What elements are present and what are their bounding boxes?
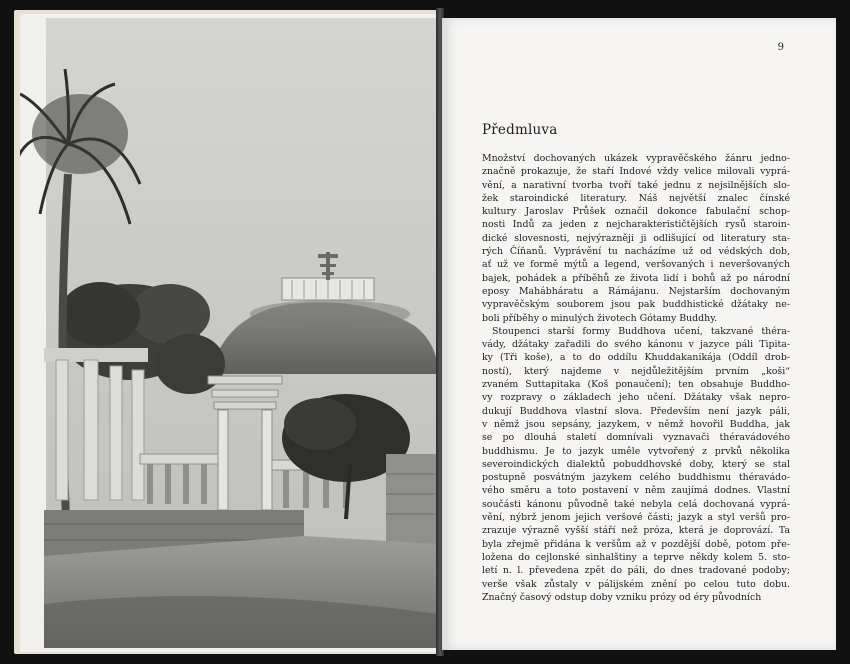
text-line: letí n. l. převedena zpět do páli, do dnes tradované podoby; [482,565,790,577]
text-line: značně prokazuje, že staří Indové vždy velice milovali vyprá- [482,166,790,178]
text-line: buddhismu. Je to jazyk uměle vytvořený z prvků několika [482,445,790,457]
text-line: zrazuje výrazně vyšší stáří než próza, která je doprovází. Ta [482,525,790,537]
text-line: dické slovesnosti, nejvýrazněji ji odlišující od literatury sta- [482,232,790,244]
text-line: vypravěčským souborem jsou pak buddhistické džátaky ne- [482,299,790,311]
text-line: vy rozpravy o základech jeho učení. Džátaky však nepro- [482,392,790,404]
body-text [482,152,790,604]
text-line: bajek, pohádek a příběhů ze života lidí i bohů až po národní [482,272,790,284]
text-line: ložena do cejlonské sinhalštiny a teprve někdy kolem 5. sto- [482,551,790,563]
text-line: severoindických dialektů pobuddhovské doby, který se stal [482,458,790,470]
section-title: Předmluva [482,122,558,138]
text-line: verše však zůstaly v pálijském znění po celou tuto dobu. [482,578,790,590]
text-line: Množství dochovaných ukázek vypravěčského žánru jedno- [482,153,790,164]
text-line: postupně posvátným jazykem celého buddhismu théravádo- [482,472,790,484]
text-line: rých Číňanů. Vyprávění tu nacházíme už od védských dob, [482,246,790,258]
page-number: 9 [777,42,784,53]
text-line: nosti Indů za jeden z nejcharakterističtějších rysů staroin- [482,219,790,231]
text-line: ky (Tři koše), a to do oddílu Khuddakanikája (Oddíl drob- [482,352,790,364]
text-line: žek staroindické literatury. Náš největší znalec čínské [482,192,790,204]
text-line: v němž jsou sepsány, jazykem, v němž hovořil Buddha, jak [482,418,790,430]
text-line: vády, džátaky zařadili do svého kánonu v jazyce páli Tipita- [482,339,790,351]
photo-stupa-icon [20,14,438,652]
text-line: vého směru a toto postavení v něm zaujímá dodnes. Vlastní [482,485,790,497]
text-line: ať už ve formě mýtů a legend, veršovaných i neveršovaných [482,259,790,271]
text-line: boli příběhy o minulých životech Gótamy Buddhy. [482,312,718,324]
left-page-photo [20,14,438,652]
right-page-text [442,18,836,650]
text-line: vění, a narativní tvorba tvoří také jednu z nejsilnějších slo- [482,179,790,191]
text-line: byla zřejmě přidána k veršům až v pozdější době, potom pře- [482,538,790,550]
text-line: eposy Mahábháratu a Rámájanu. Nejstarším dochovaným [482,285,790,297]
text-line: ností), který najdeme v nejdůležitějším prvním „koši“ [482,365,790,377]
text-line: vění, nýbrž jenom jejich veršové části; jazyk a styl veršů pro- [482,512,790,524]
text-line: Stoupenci starší formy Buddhova učení, takzvané théra- [492,325,790,337]
text-line: součásti kánonu původně také nebyla celá dochovaná vyprá- [482,498,790,510]
text-line: se po dlouhá staletí domnívali vyznavači théravádového [482,432,790,444]
text-line: zvaném Suttapitaka (Koš ponaučení); ten obsahuje Buddho- [482,379,790,391]
text-line: dukují Buddhova vlastní slova. Především není jazyk páli, [482,405,790,417]
text-line: Značný časový odstup doby vzniku prózy od éry původních [482,591,762,603]
text-line: kultury Jaroslav Průšek označil dokonce fabulační schop- [482,206,790,218]
